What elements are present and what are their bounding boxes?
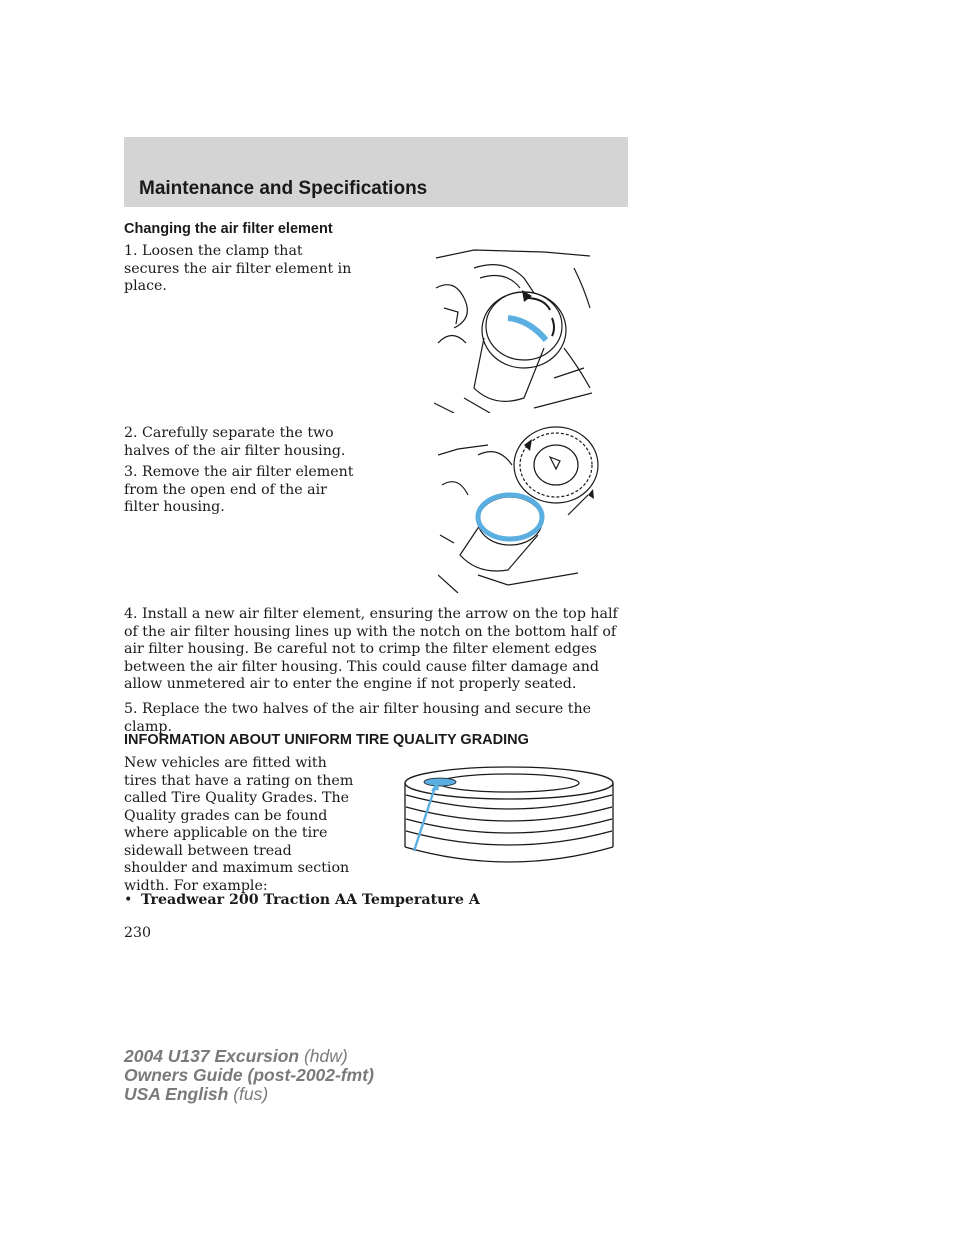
tire-grading-heading: INFORMATION ABOUT UNIFORM TIRE QUALITY GRADING: [124, 732, 529, 748]
air-filter-housing-illustration: [438, 425, 600, 593]
footer-language-code: (fus): [233, 1084, 269, 1104]
footer-line-1: [124, 1047, 374, 1066]
step-5-text: 5. Replace the two halves of the air filter housing and secure the clamp.: [124, 701, 591, 735]
step-4-text: 4. Install a new air filter element, ensuring the arrow on the top half of the air filter housing lines up with the notch on the bottom half of air filter housing. Be careful not to crimp the filter element edges between the air filter housing. This could cause filter damage and allow unmetered air to enter the engine if not properly seated.: [124, 606, 618, 692]
bullet-symbol: •: [124, 892, 133, 908]
footer-model: 2004 U137 Excursion: [124, 1046, 300, 1066]
section-title: Maintenance and Specifications: [139, 178, 428, 199]
air-filter-heading: Changing the air filter element: [124, 221, 333, 237]
document-footer: [124, 1047, 374, 1104]
footer-language: USA English: [124, 1084, 229, 1104]
step-2-text: 2. Carefully separate the two halves of the air filter housing.: [124, 425, 346, 459]
tire-grading-intro: New vehicles are fitted with tires that have a rating on them called Tire Quality Grades. The Quality grades can be found where applicable on the tire sidewall between tread shoulder and maximum section width. For example:: [124, 755, 354, 894]
tire-grade-example: [124, 892, 480, 910]
air-filter-clamp-illustration: [434, 248, 592, 413]
footer-line-2: Owners Guide (post-2002-fmt): [124, 1065, 374, 1085]
tire-sidewall-illustration: [402, 765, 616, 869]
step-3-text: 3. Remove the air filter element from the open end of the air filter housing.: [124, 464, 354, 515]
page-number: 230: [124, 925, 152, 941]
footer-model-code: (hdw): [303, 1046, 348, 1066]
footer-line-3: [124, 1085, 374, 1104]
step-1-text: 1. Loosen the clamp that secures the air filter element in place.: [124, 243, 352, 294]
tire-grade-example-text: Treadwear 200 Traction AA Temperature A: [141, 892, 480, 908]
